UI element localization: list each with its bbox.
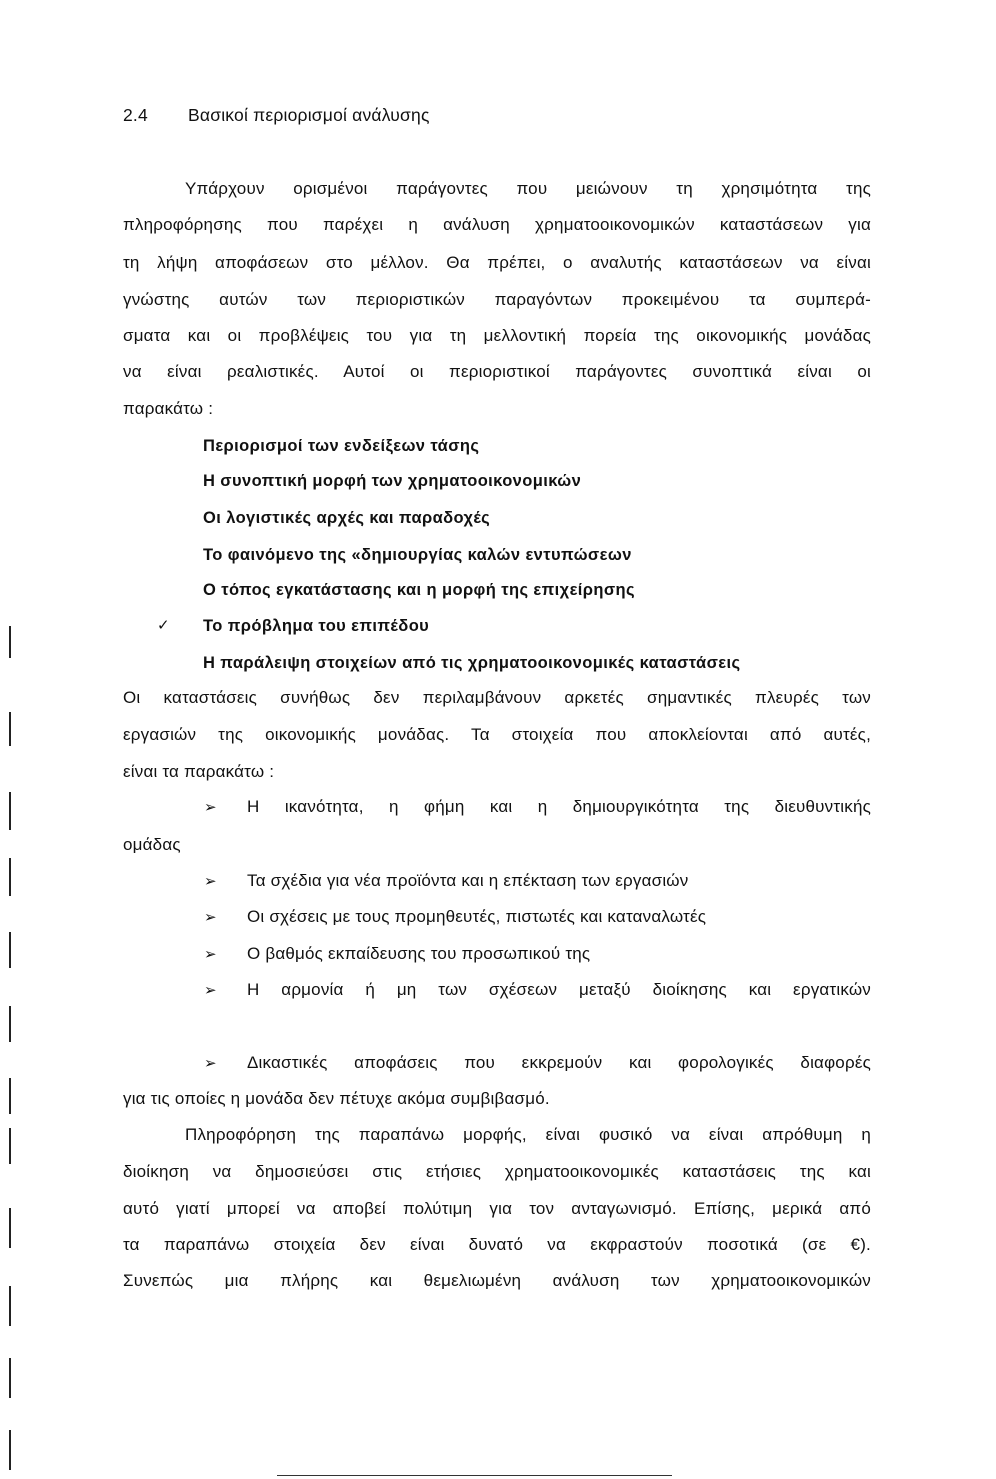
closing-line-1: Πληροφόρηση της παραπάνω μορφής, είναι φυσικό να είναι απρόθυμη η <box>185 1125 871 1144</box>
intro-line-3: τη λήψη αποφάσεων στο μέλλον. Θα πρέπει, ο αναλυτής καταστάσεων να είναι <box>123 253 871 272</box>
limitation-item: Το φαινόμενο της «δημιουργίας καλών εντυπώσεων <box>203 546 632 564</box>
limitation-item: Η συνοπτική μορφή των χρηματοοικονομικών <box>203 472 582 490</box>
scan-margin-mark <box>9 1286 11 1326</box>
section-title: Βασικοί περιορισμοί ανάλυσης <box>188 105 430 125</box>
middle-line-2: εργασιών της οικονομικής μονάδας. Τα στοιχεία που αποκλείονται από αυτές, <box>123 725 871 744</box>
bottom-rule <box>277 1475 672 1476</box>
closing-line-5: Συνεπώς μια πλήρης και θεμελιωμένη ανάλυση των χρηματοοικονομικών <box>123 1271 871 1290</box>
excluded-item-5: Η αρμονία ή μη των σχέσεων μεταξύ διοίκησης και εργατικών <box>247 980 871 999</box>
scan-margin-mark <box>9 1358 11 1398</box>
intro-line-4: γνώστης αυτών των περιοριστικών παραγόντων προκειμένου τα συμπερά- <box>123 290 871 309</box>
limitation-item: Η παράλειψη στοιχείων από τις χρηματοοικονομικές καταστάσεις <box>203 654 741 672</box>
arrow-bullet-icon: ➢ <box>204 908 217 926</box>
middle-line-1: Οι καταστάσεις συνήθως δεν περιλαμβάνουν αρκετές σημαντικές πλευρές των <box>123 688 871 707</box>
intro-line-2: πληροφόρησης που παρέχει η ανάλυση χρηματοοικονομικών καταστάσεων για <box>123 215 871 234</box>
scan-margin-mark <box>9 932 11 968</box>
intro-line-6: να είναι ρεαλιστικές. Αυτοί οι περιοριστικοί παράγοντες συνοπτικά είναι οι <box>123 362 871 381</box>
excluded-item-4: Ο βαθμός εκπαίδευσης του προσωπικού της <box>247 944 591 963</box>
arrow-bullet-icon: ➢ <box>204 945 217 963</box>
arrow-bullet-icon: ➢ <box>204 1054 217 1072</box>
arrow-bullet-icon: ➢ <box>204 981 217 999</box>
excluded-item-2: Τα σχέδια για νέα προϊόντα και η επέκταση των εργασιών <box>247 871 689 890</box>
intro-line-1: Υπάρχουν ορισμένοι παράγοντες που μειώνουν τη χρησιμότητα της <box>185 179 871 198</box>
closing-line-3: αυτό γιατί μπορεί να αποβεί πολύτιμη για τον ανταγωνισμό. Επίσης, μερικά από <box>123 1199 871 1218</box>
excluded-item-6: Δικαστικές αποφάσεις που εκκρεμούν και φορολογικές διαφορές <box>247 1053 871 1072</box>
excluded-item-6-cont: για τις οποίες η μονάδα δεν πέτυχε ακόμα συμβιβασμό. <box>123 1089 550 1108</box>
scan-margin-mark <box>9 858 11 896</box>
limitation-item: Οι λογιστικές αρχές και παραδοχές <box>203 509 491 527</box>
scan-margin-mark <box>9 712 11 746</box>
limitation-item: Το πρόβλημα του επιπέδου <box>203 617 430 635</box>
limitation-item: Περιορισμοί των ενδείξεων τάσης <box>203 437 480 455</box>
excluded-item-1-cont: ομάδας <box>123 835 181 854</box>
intro-line-5: σματα και οι προβλέψεις του για τη μελλοντική πορεία της οικονομικής μονάδας <box>123 326 871 345</box>
excluded-item-3: Οι σχέσεις με τους προμηθευτές, πιστωτές και καταναλωτές <box>247 907 707 926</box>
arrow-bullet-icon: ➢ <box>204 798 217 816</box>
scan-margin-mark <box>9 1078 11 1114</box>
middle-line-3: είναι τα παρακάτω : <box>123 762 275 781</box>
excluded-item-1: Η ικανότητα, η φήμη και η δημιουργικότητα της διευθυντικής <box>247 797 871 816</box>
limitation-item: Ο τόπος εγκατάστασης και η μορφή της επιχείρησης <box>203 581 636 599</box>
scan-margin-mark <box>9 1430 11 1470</box>
section-number: 2.4 <box>123 105 148 125</box>
intro-line-7: παρακάτω : <box>123 399 214 418</box>
closing-line-2: διοίκηση να δημοσιεύσει στις ετήσιες χρηματοοικονομικές καταστάσεις της και <box>123 1162 871 1181</box>
scan-margin-mark <box>9 1208 11 1248</box>
scan-margin-mark <box>9 626 11 658</box>
arrow-bullet-icon: ➢ <box>204 872 217 890</box>
scan-margin-mark <box>9 1128 11 1164</box>
scan-margin-mark <box>9 1006 11 1042</box>
closing-line-4: τα παραπάνω στοιχεία δεν είναι δυνατό να εκφραστούν ποσοτικά (σε €). <box>123 1235 871 1254</box>
check-mark-icon: ✓ <box>157 617 170 634</box>
scan-margin-mark <box>9 792 11 830</box>
